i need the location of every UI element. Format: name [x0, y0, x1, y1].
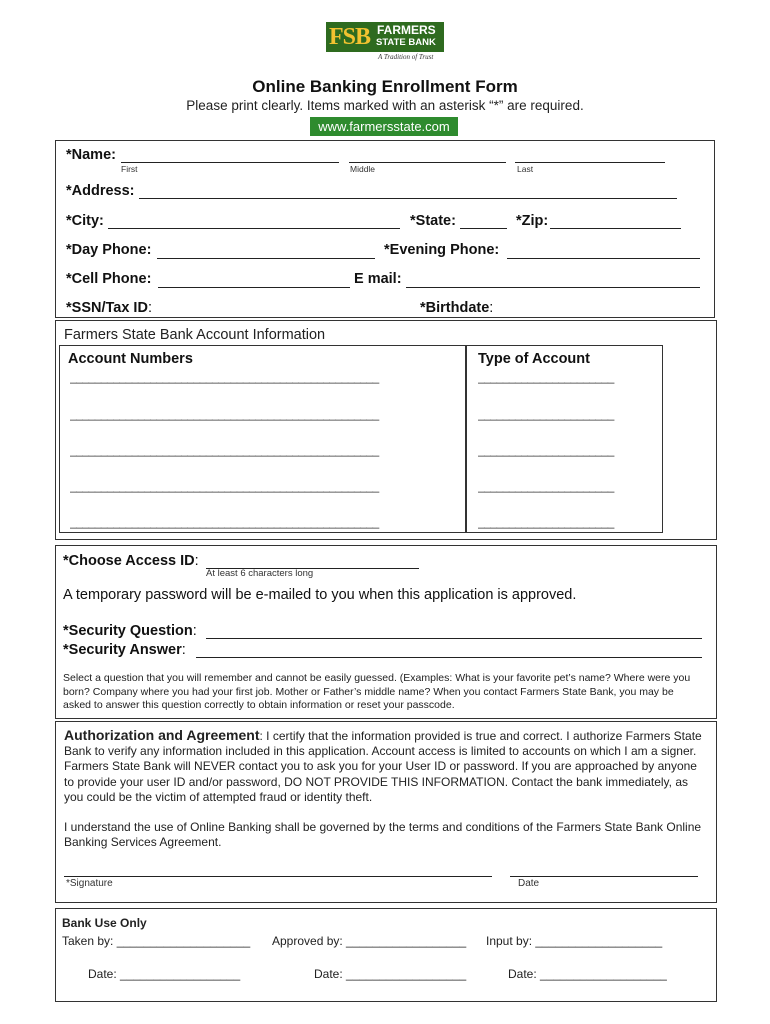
state-label: *State: [410, 213, 456, 229]
input-by-label: Input by: [486, 934, 536, 948]
ssn-label: *SSN/Tax ID [66, 300, 148, 316]
account-numbers-header: Account Numbers [68, 351, 193, 367]
logo-abbr: FSB [329, 24, 371, 50]
account-type-line[interactable]: ______________________ [478, 370, 614, 384]
taken-date-label: Date: [88, 967, 121, 981]
signature-date-caption: Date [518, 878, 540, 889]
security-answer-field[interactable] [196, 657, 702, 658]
bank-use-section [55, 908, 717, 1002]
account-numbers-box [59, 345, 467, 533]
evening-phone-field[interactable] [507, 258, 700, 259]
email-label: E mail [354, 271, 397, 287]
account-type-line[interactable]: ______________________ [478, 479, 614, 493]
account-number-line[interactable]: __________________________________________________ [70, 515, 379, 529]
state-field[interactable] [460, 228, 507, 229]
security-instructions: Select a question that you will remember and cannot be easily guessed. (Examples: What is your favorite pet’s name? Where were you born? Company where you had your first job. Mother or Father’s middle name? When you contact Farmers State Bank, you may be asked to answer this question correctly to obtain information or reset your passcode. [63, 672, 691, 711]
security-answer-label: *Security Answer [63, 642, 182, 658]
zip-field[interactable] [550, 228, 681, 229]
account-info-section [55, 320, 717, 540]
logo-tagline: A Tradition of Trust [378, 53, 434, 61]
first-caption: First [121, 164, 138, 174]
website-link[interactable]: www.farmersstate.com [310, 117, 458, 136]
logo-line1: FARMERS [377, 23, 436, 37]
account-number-line[interactable]: __________________________________________________ [70, 407, 379, 421]
account-type-header: Type of Account [478, 351, 590, 367]
middle-caption: Middle [350, 164, 376, 174]
signature-date-field[interactable] [510, 876, 698, 877]
terms-text: I understand the use of Online Banking shall be governed by the terms and conditions of the Farmers State Bank Online Banking Services Agreement. [64, 820, 702, 849]
authorization-text [64, 728, 704, 805]
city-label: *City [66, 213, 100, 229]
last-caption: Last [517, 164, 534, 174]
city-field[interactable] [108, 228, 400, 229]
middle-name-field[interactable] [349, 162, 506, 163]
personal-info-section: *Name: First Middle Last *Address: *City: *State: *Zip: *Day Phone: *Evening Phone: *Cell Phone: E mail: *SSN/Tax ID: *Birthdate: [55, 140, 715, 318]
approved-by-field[interactable]: __________________ [346, 934, 467, 948]
signature-field[interactable] [64, 876, 492, 877]
cell-phone-field[interactable] [158, 287, 350, 288]
first-name-field[interactable] [121, 162, 339, 163]
input-by-field[interactable]: ___________________ [535, 934, 663, 948]
account-number-line[interactable]: __________________________________________________ [70, 370, 379, 384]
authorization-intro: : I certify that the information provided is true and correct. I authorize Farmers State Bank to verify any information included in this application. Account access is limited to accounts on which I am a signer. Farmers State Bank will NEVER contact you to ask you for your User ID or password. If you are approached by anyone to provide your user ID and/or password, DO NOT PROVIDE THIS INFORMATION. Contact the bank immediately, as you could be the victim of attempted fraud or identity theft. [64, 729, 702, 804]
logo-line2: STATE BANK [376, 37, 436, 48]
birthdate-label: *Birthdate [420, 300, 490, 316]
security-question-field[interactable] [206, 638, 702, 639]
account-type-box [465, 345, 663, 533]
taken-by-label: Taken by: [62, 934, 117, 948]
cell-phone-label: *Cell Phone [66, 271, 147, 287]
account-type-line[interactable]: ______________________ [478, 515, 614, 529]
bank-logo [326, 22, 444, 64]
day-phone-label: *Day Phone [66, 242, 147, 258]
access-section: *Choose Access ID: At least 6 characters long A temporary password will be e-mailed to you when this application is approved. *Security Question: *Security Answer: Select a question that you will remember and cannot be easily guessed. (Examples: What is your favorite pet’s name? Where were you born? Company where you had your first job. Mother or Father’s middle name? When you contact Farmers State Bank, you may be asked to answer this question correctly to obtain information or reset your passcode. [55, 545, 717, 719]
account-type-line[interactable]: ______________________ [478, 443, 614, 457]
taken-date-field[interactable]: __________________ [120, 967, 241, 981]
name-label: *Name [66, 147, 112, 163]
access-id-label: *Choose Access ID [63, 553, 195, 569]
approved-date-label: Date: [314, 967, 347, 981]
authorization-section [55, 721, 717, 903]
evening-phone-label: *Evening Phone [384, 242, 495, 258]
account-number-line[interactable]: __________________________________________________ [70, 443, 379, 457]
account-type-line[interactable]: ______________________ [478, 407, 614, 421]
email-field[interactable] [406, 287, 700, 288]
last-name-field[interactable] [515, 162, 665, 163]
security-question-label: *Security Question [63, 623, 193, 639]
temp-password-note: A temporary password will be e-mailed to you when this application is approved. [63, 587, 577, 603]
access-id-hint: At least 6 characters long [206, 568, 314, 579]
address-field[interactable] [139, 198, 677, 199]
account-number-line[interactable]: __________________________________________________ [70, 479, 379, 493]
zip-label: *Zip: [516, 213, 549, 229]
form-title: Online Banking Enrollment Form [252, 77, 518, 96]
account-section-title: Farmers State Bank Account Information [64, 327, 326, 343]
day-phone-field[interactable] [157, 258, 375, 259]
approved-date-field[interactable]: __________________ [346, 967, 467, 981]
address-label: *Address [66, 183, 130, 199]
form-subtitle: Please print clearly. Items marked with an asterisk “*” are required. [186, 98, 584, 113]
input-date-label: Date: [508, 967, 541, 981]
bank-use-title: Bank Use Only [62, 916, 147, 930]
input-date-field[interactable]: ___________________ [540, 967, 667, 981]
authorization-heading: Authorization and Agreement [64, 727, 260, 743]
signature-caption: *Signature [66, 878, 113, 889]
approved-by-label: Approved by: [272, 934, 347, 948]
taken-by-field[interactable]: ____________________ [116, 934, 251, 948]
